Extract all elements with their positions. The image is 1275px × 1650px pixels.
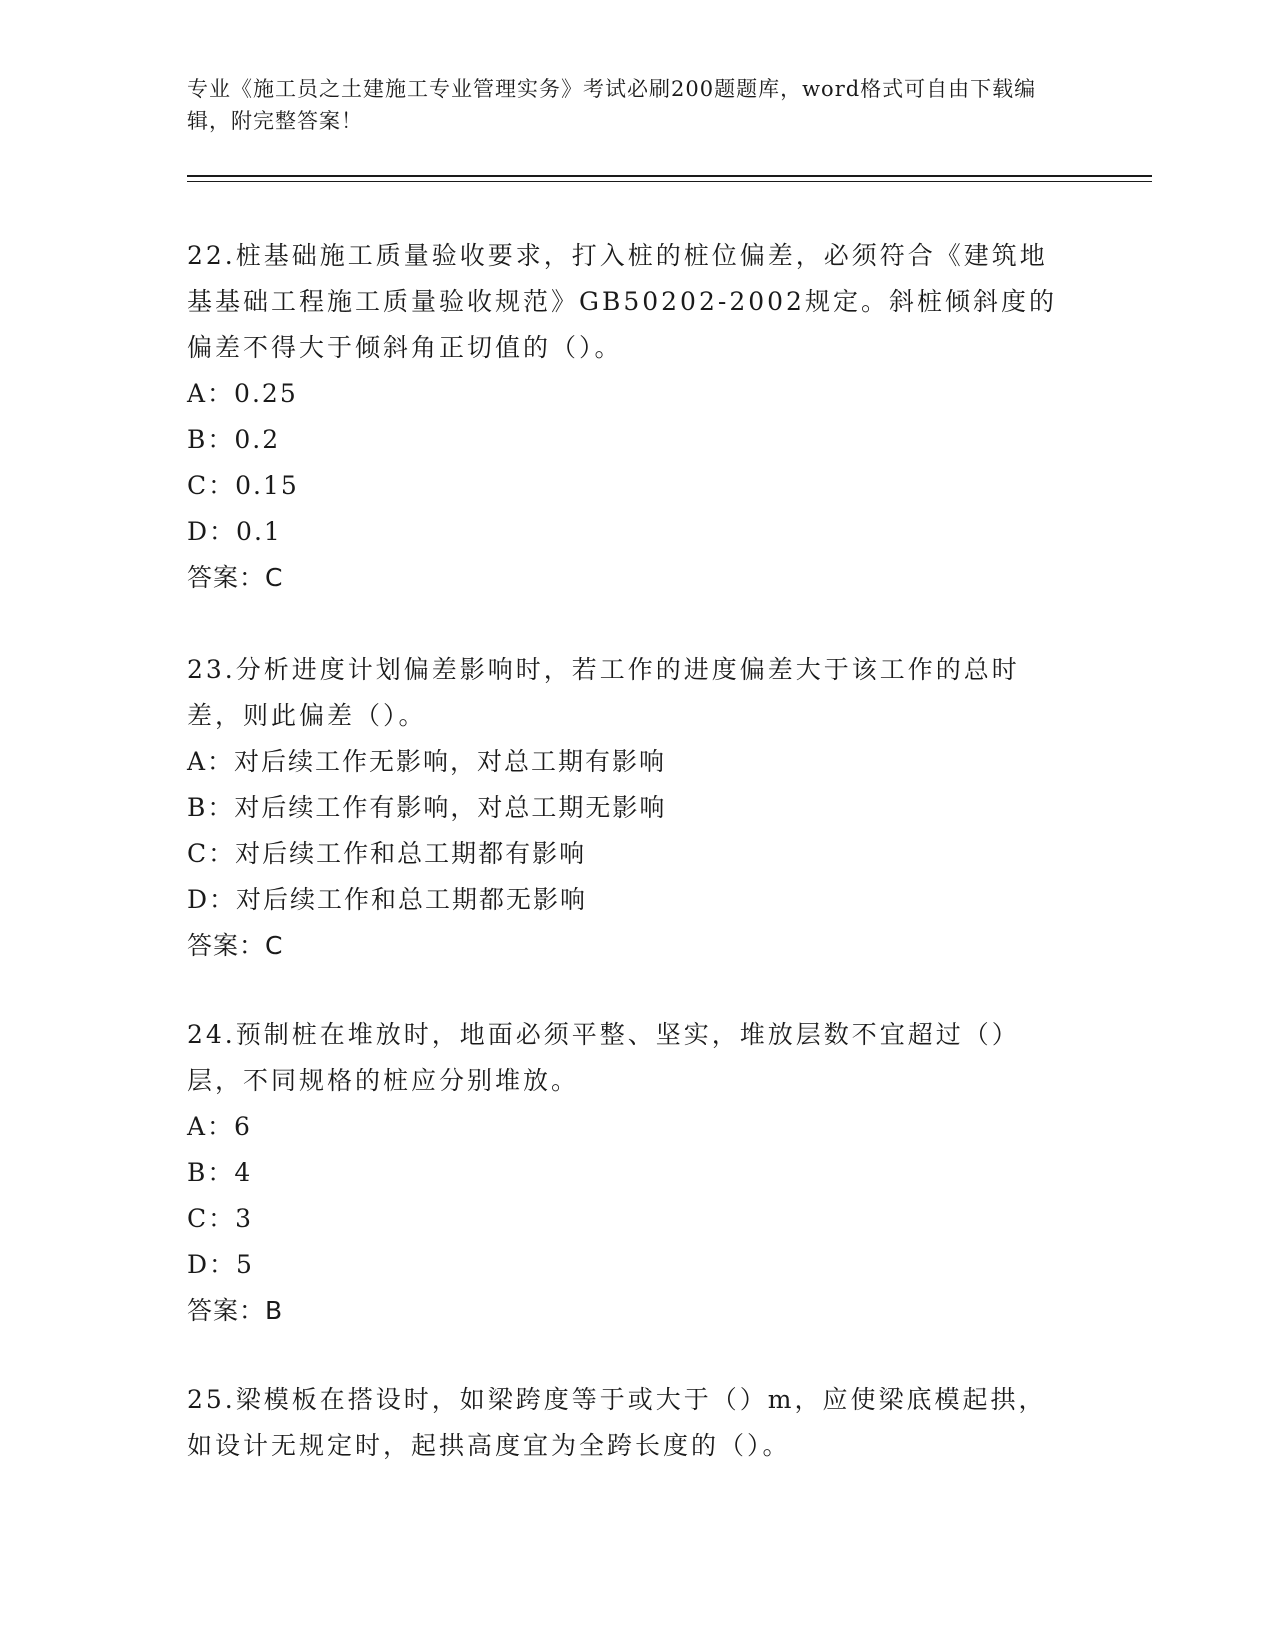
option-a: A：对后续工作无影响，对总工期有影响 xyxy=(187,747,667,776)
option-c: C：3 xyxy=(187,1204,254,1233)
question-25 xyxy=(187,1377,1067,1469)
option-a: A：6 xyxy=(187,1112,252,1141)
header-divider-thin xyxy=(187,181,1152,182)
option-b: B：对后续工作有影响，对总工期无影响 xyxy=(187,793,667,822)
question-23 xyxy=(187,647,1067,969)
question-24 xyxy=(187,1012,1067,1334)
option-c: C：0.15 xyxy=(187,471,299,500)
option-d: D：5 xyxy=(187,1250,254,1279)
option-b: B：4 xyxy=(187,1158,253,1187)
question-stem: 25.梁模板在搭设时，如梁跨度等于或大于（）m，应使梁底模起拱，如设计无规定时，起拱高度宜为全跨长度的（）。 xyxy=(187,1385,1047,1460)
option-c: C：对后续工作和总工期都有影响 xyxy=(187,839,587,868)
answer: 答案：C xyxy=(187,563,284,592)
header-divider xyxy=(187,175,1152,177)
option-a: A：0.25 xyxy=(187,379,298,408)
question-stem: 23.分析进度计划偏差影响时，若工作的进度偏差大于该工作的总时差，则此偏差（）。 xyxy=(187,655,1020,730)
question-22 xyxy=(187,233,1067,601)
document-header: 专业《施工员之土建施工专业管理实务》考试必刷200题题库，word格式可自由下载编辑，附完整答案！ xyxy=(187,77,1037,133)
question-stem: 22.桩基础施工质量验收要求，打入桩的桩位偏差，必须符合《建筑地基基础工程施工质量验收规范》GB50202-2002规定。斜桩倾斜度的偏差不得大于倾斜角正切值的（）。 xyxy=(187,241,1057,362)
question-stem: 24.预制桩在堆放时，地面必须平整、坚实，堆放层数不宜超过（）层，不同规格的桩应分别堆放。 xyxy=(187,1020,1020,1095)
answer: 答案：C xyxy=(187,931,284,960)
option-d: D：对后续工作和总工期都无影响 xyxy=(187,885,588,914)
option-d: D：0.1 xyxy=(187,517,282,546)
answer: 答案：B xyxy=(187,1296,284,1325)
option-b: B：0.2 xyxy=(187,425,281,454)
